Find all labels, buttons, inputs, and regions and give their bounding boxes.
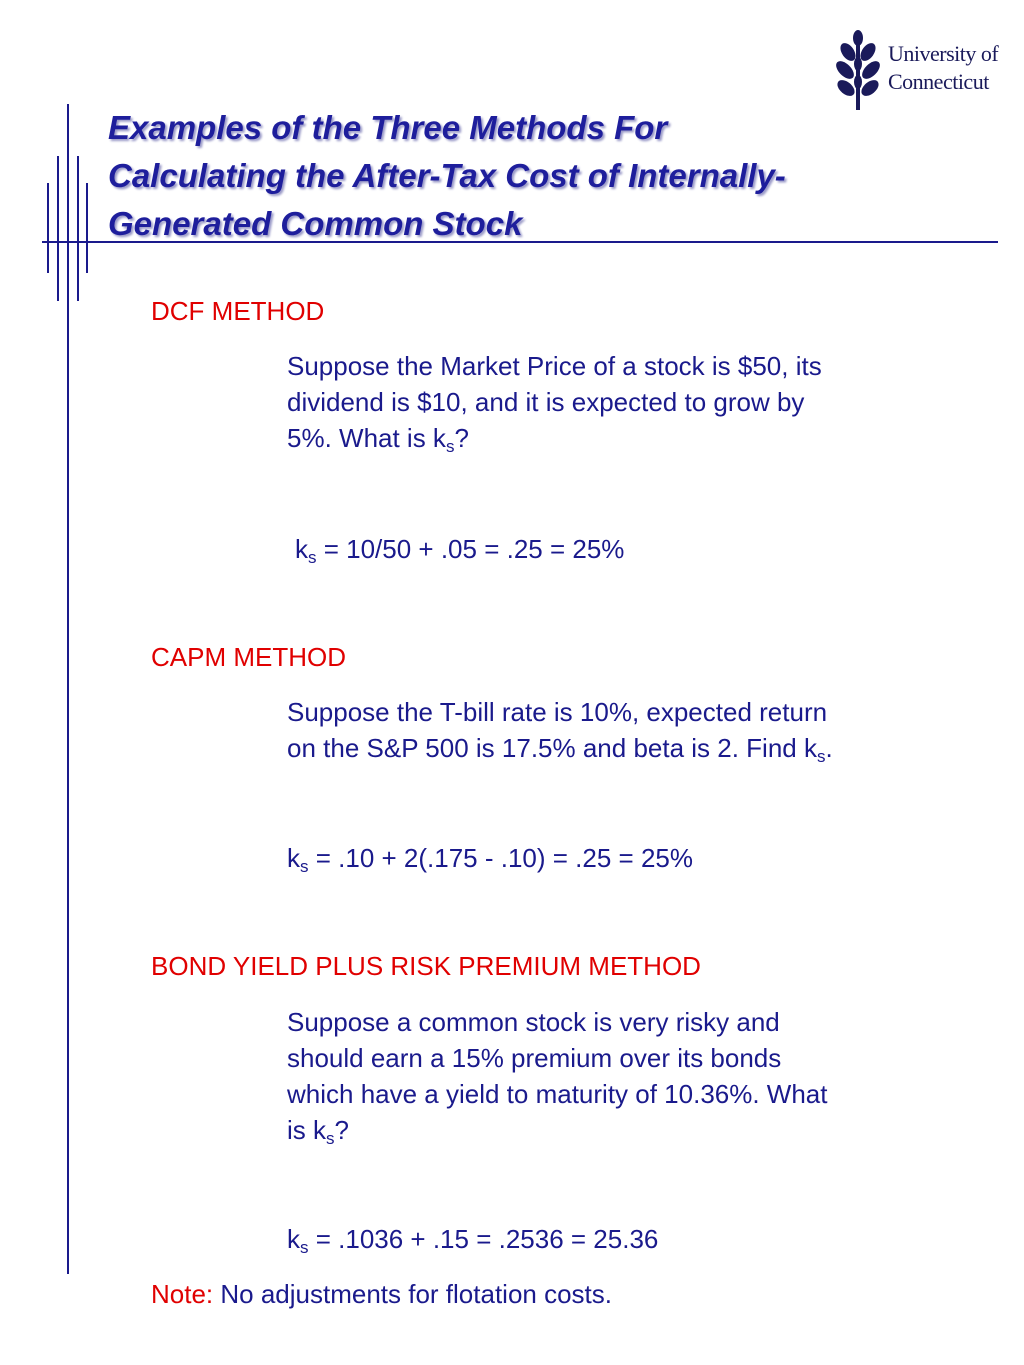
logo-line-1: University of: [888, 41, 999, 66]
dcf-heading: DCF METHOD: [151, 296, 325, 326]
capm-heading: CAPM METHOD: [151, 642, 346, 672]
dcf-equation: $k_s = 10/50 + .05 = .25 = 25\%$: [295, 534, 625, 567]
bond-para-line-2: should earn a 15% premium over its bonds: [287, 1043, 782, 1073]
title-line-2: Calculating the After-Tax Cost of Internally-: [108, 157, 786, 194]
capm-para-line-1: Suppose the T-bill rate is 10%, expected return: [287, 697, 828, 727]
dcf-paragraph: [287, 348, 947, 456]
title-line-1: Examples of the Three Methods For: [108, 109, 668, 146]
capm-paragraph: [287, 694, 947, 766]
left-rule-short-3: [77, 156, 79, 301]
dcf-para-line-1: Suppose the Market Price of a stock is $50, its: [287, 351, 822, 381]
left-rule-short-4: [86, 183, 88, 273]
footnote: [151, 1278, 612, 1310]
bond-para-line-4: is $k_s$?: [287, 1115, 349, 1148]
note-label: Note:: [151, 1279, 214, 1309]
title-line-3: Generated Common Stock: [108, 205, 523, 242]
left-rule-short-1: [47, 183, 49, 273]
left-rule-short-2: [57, 156, 59, 301]
dcf-para-line-2: dividend is $10, and it is expected to grow by: [287, 387, 805, 417]
note-text: No adjustments for flotation costs.: [213, 1279, 613, 1309]
bond-heading: BOND YIELD PLUS RISK PREMIUM METHOD: [151, 951, 701, 981]
left-rule-main: [67, 104, 69, 1274]
logo-line-2: Connecticut: [888, 69, 989, 94]
capm-para-line-2: on the S&P 500 is 17.5% and beta is 2. Find $k_s$.: [287, 733, 833, 766]
bond-equation: $k_s = .1036 + .15 = .2536 = 25.36$: [287, 1224, 659, 1257]
bond-paragraph: [287, 1004, 947, 1148]
slide-title: [108, 104, 908, 248]
bond-para-line-1: Suppose a common stock is very risky and: [287, 1007, 780, 1037]
dcf-para-line-3: 5%. What is $k_s$?: [287, 423, 469, 456]
bond-para-line-3: which have a yield to maturity of 10.36%. What: [287, 1079, 828, 1109]
capm-equation: $k_s = .10 + 2(.175 - .10) = .25 = 25\%$: [287, 843, 693, 876]
